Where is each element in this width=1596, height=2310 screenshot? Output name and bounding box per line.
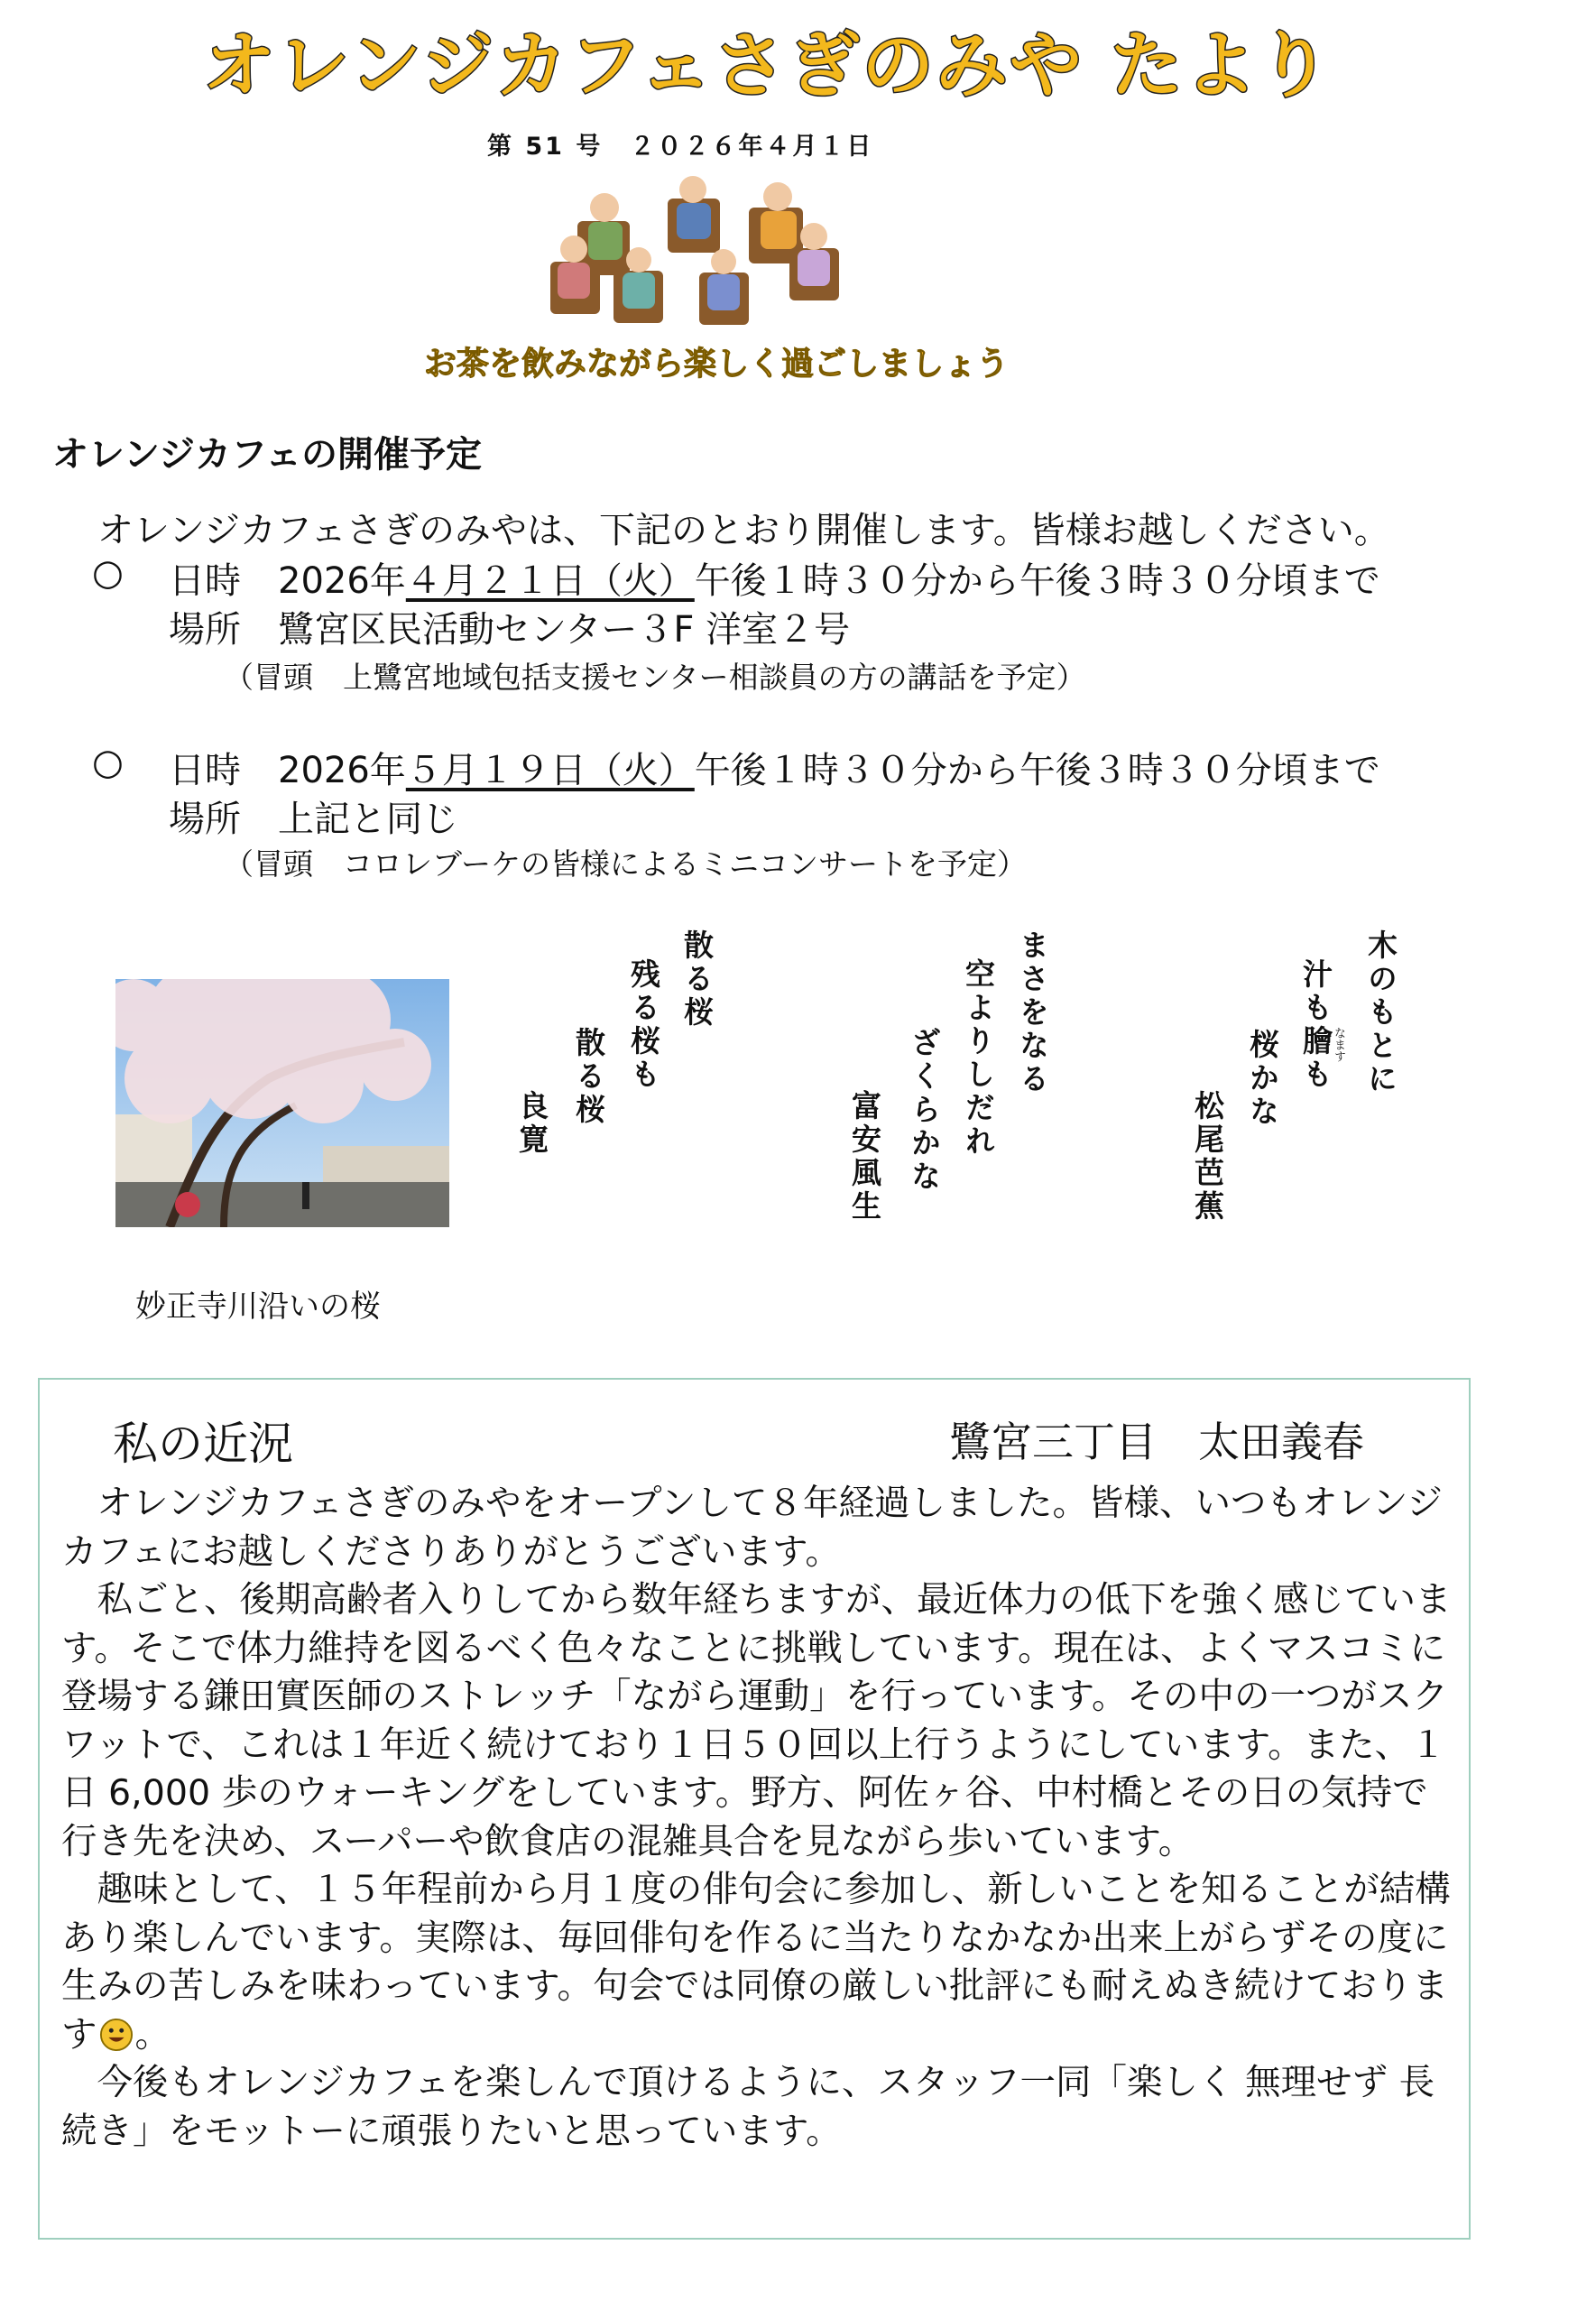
essay-paragraph-text: 趣味として、１５年程前から月１度の俳句会に参加し、新しいことを知ることが結構あり楽しんでいます。実際は、毎回俳句を作るに当たりなかなか出来上がらずその度に生みの苦しみを味わっています。句会では同僚の厳しい批評にも耐えぬき続けております xyxy=(61,1869,1451,2056)
newsletter-title: オレンジカフェさぎのみや たより xyxy=(203,23,1333,107)
event-1-bullet: ○ xyxy=(92,552,124,594)
event-2-date xyxy=(278,742,1380,793)
event-2-place-label: 場所 xyxy=(169,799,241,840)
event-2-year: 2026年 xyxy=(278,750,406,791)
haiku-fusei-line-3: ざくらかな xyxy=(907,1027,942,1194)
haiku-basho-line-3: 桜かな xyxy=(1245,1029,1280,1129)
haiku-basho-line-1: 木のもとに xyxy=(1363,929,1398,1096)
event-2-time: 午後１時３０分から午後３時３０分頃まで xyxy=(694,750,1380,791)
essay-paragraph: 私ごと、後期高齢者入りしてから数年経ちますが、最近体力の低下を強く感じています。そこで体力維持を図るべく色々なことに挑戦しています。現在は、よくマスコミに登場する鎌田實医師のストレッチ「ながら運動」を行っています。その中の一つがスクワットで、これは１年近く続けており１日５０回以上行うようにしています。また、１日 6,000 歩のウォーキングをしています。野方、阿佐ヶ谷、中村橋とその日の気持で行き先を決め、スーパーや飲食店の混雑具合を見ながら歩いています。 xyxy=(61,1579,1452,1862)
photo-caption: 妙正寺川沿いの桜 xyxy=(135,1289,381,1325)
event-2-bullet: ○ xyxy=(92,742,124,783)
haiku-fusei-line-2: 空よりしだれ xyxy=(961,958,996,1159)
haiku-ryokan-line-3: 散る桜 xyxy=(571,1027,606,1127)
schedule-heading: オレンジカフェの開催予定 xyxy=(52,434,482,476)
event-1-place: 鷺宮区民活動センター３F 洋室２号 xyxy=(278,609,851,651)
essay-paragraph-end: 。 xyxy=(134,2013,171,2056)
essay-paragraph: オレンジカフェさぎのみやをオープンして８年経過しました。皆様、いつもオレンジカフェにお越しくださりありがとうございます。 xyxy=(61,1483,1444,1573)
cherry-blossom-photo xyxy=(115,979,449,1227)
event-1-year: 2026年 xyxy=(278,560,406,602)
haiku-basho-author: 松尾芭蕉 xyxy=(1190,1090,1225,1224)
event-2-date-label: 日時 xyxy=(169,750,241,791)
haiku-fusei-line-1: まさをなる xyxy=(1015,929,1050,1096)
essay-paragraph xyxy=(61,1866,1455,2059)
smile-icon xyxy=(99,2018,134,2052)
event-1-place-label: 場所 xyxy=(169,609,241,651)
haiku-ryokan-author: 良寛 xyxy=(514,1090,549,1157)
essay-paragraph: 今後もオレンジカフェを楽しんで頂けるように、スタッフ一同「楽しく 無理せず 長続き」をモットーに頑張りたいと思っています。 xyxy=(61,2062,1435,2152)
people-chatting-illustration xyxy=(541,171,866,334)
haiku-basho-ruby: なます xyxy=(1332,1027,1345,1062)
haiku-basho-line-2: 汁も膾も xyxy=(1298,958,1333,1092)
essay-body xyxy=(61,1480,1455,2156)
event-2-place: 上記と同じ xyxy=(278,799,458,840)
essay-title: 私の近況 xyxy=(113,1418,293,1470)
schedule-intro: オレンジカフェさぎのみやは、下記のとおり開催します。皆様お越しください。 xyxy=(97,510,1390,551)
event-1-note: （冒頭 上鷺宮地域包括支援センター相談員の方の講話を予定） xyxy=(224,660,1086,695)
event-1-date xyxy=(278,552,1380,604)
event-1-date-label: 日時 xyxy=(169,560,241,602)
essay-author: 鷺宮三丁目 太田義春 xyxy=(949,1418,1364,1466)
haiku-ryokan-line-2: 残る桜も xyxy=(626,958,661,1092)
event-2-note: （冒頭 コロレブーケの皆様によるミニコンサートを予定） xyxy=(224,846,1028,882)
tagline: お茶を飲みながら楽しく過ごしましょう xyxy=(424,346,1010,383)
event-1-day: ４月２１日（火） xyxy=(405,560,695,602)
issue-number-date: 第 51 号 ２０２６年４月１日 xyxy=(487,133,874,161)
haiku-ryokan-line-1: 散る桜 xyxy=(679,929,715,1030)
haiku-fusei-author: 富安風生 xyxy=(847,1090,882,1224)
event-2-day: ５月１９日（火） xyxy=(405,750,695,791)
event-1-time: 午後１時３０分から午後３時３０分頃まで xyxy=(694,560,1380,602)
